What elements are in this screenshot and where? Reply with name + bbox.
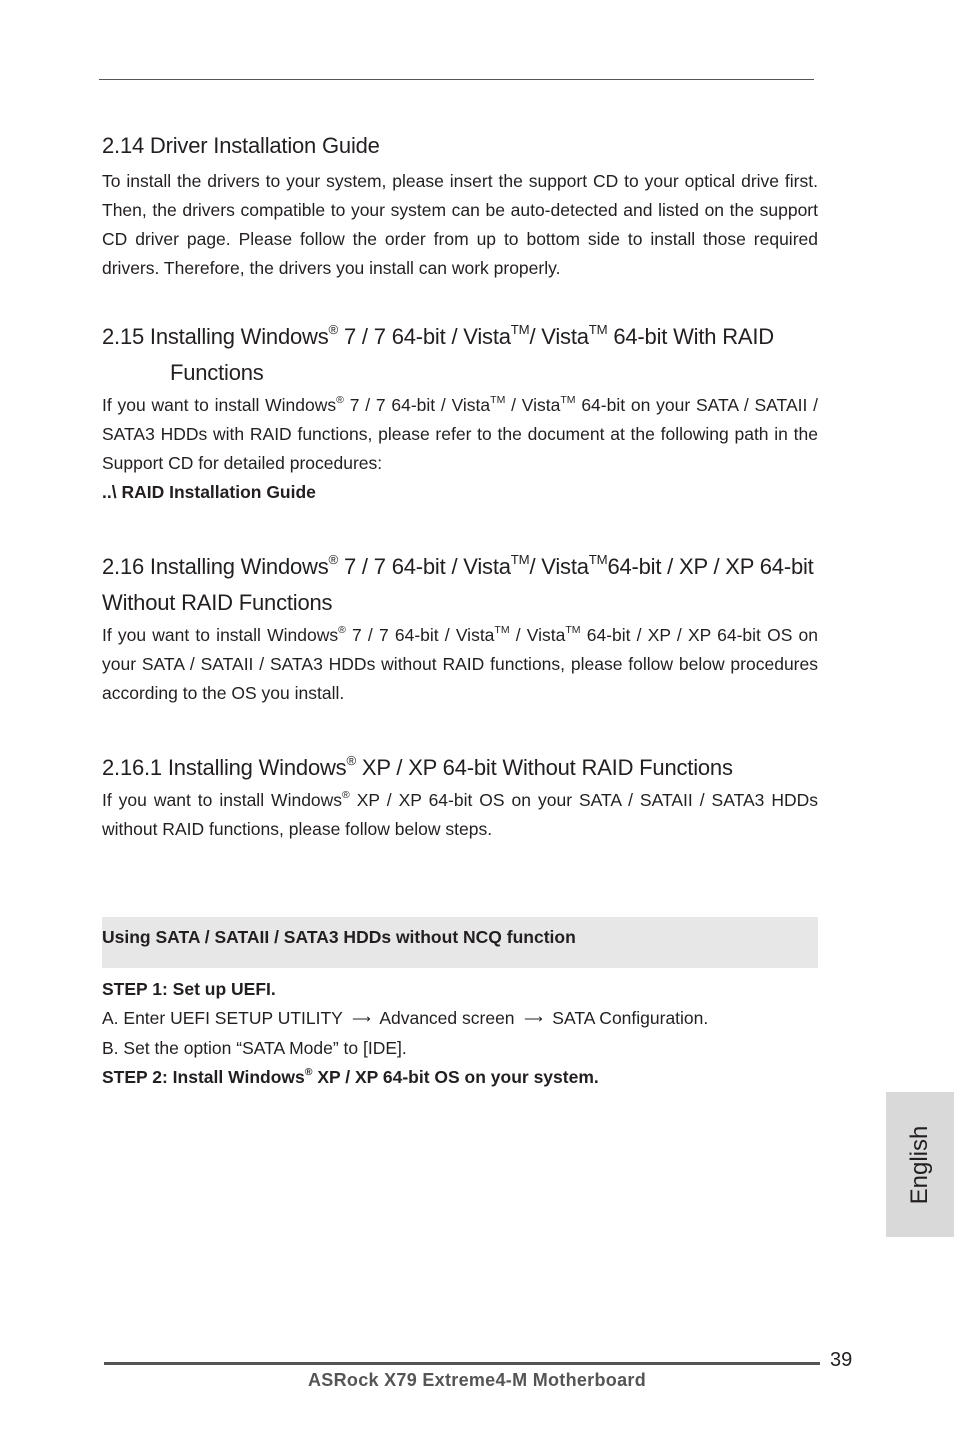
header-rule — [99, 79, 814, 80]
heading-2-15: 2.15 Installing Windows® 7 / 7 64-bit / Vista™/ Vista™ 64-bit With RAID — [102, 321, 774, 349]
footer-rule — [104, 1362, 820, 1365]
page-number: 39 — [830, 1349, 853, 1371]
step-2: STEP 2: Install Windows® XP / XP 64-bit OS on your system. — [102, 1065, 599, 1087]
step-1: STEP 1: Set up UEFI. — [102, 979, 276, 999]
arrow-right-icon: ⟶ — [524, 1011, 543, 1026]
step-1-b: B. Set the option “SATA Mode” to [IDE]. — [102, 1038, 407, 1058]
body-2-16-1: If you want to install Windows® XP / XP 64-bit OS on your SATA / SATAII / SATA3 HDDs without RAID functions, please follow below steps. — [102, 788, 818, 839]
heading-2-16: 2.16 Installing Windows® 7 / 7 64-bit / Vista™/ Vista™64-bit / XP / XP 64-bit Without RAID Functions — [102, 551, 814, 615]
body-2-16: If you want to install Windows® 7 / 7 64-bit / Vista™ / Vista™ 64-bit / XP / XP 64-bit OS on your SATA / SATAII / SATA3 HDDs without RAID functions, please follow below procedures according to the OS you install. — [102, 623, 818, 703]
language-tab — [886, 1092, 954, 1237]
body-2-14: To install the drivers to your system, please insert the support CD to your optical drive first. Then, the drivers compatible to your system can be auto-detected and listed on the support CD driver page. Please follow the order from up to bottom side to install those required drivers. Therefore, the drivers you install can work properly. — [102, 171, 818, 278]
language-tab-label: English — [906, 1125, 933, 1204]
raid-guide-path: ..\ RAID Installation Guide — [102, 482, 316, 502]
body-2-15: If you want to install Windows® 7 / 7 64-bit / Vista™ / Vista™ 64-bit on your SATA / SATAII / SATA3 HDDs with RAID functions, please refer to the document at the following path in the Support CD for detailed procedures: — [102, 393, 818, 473]
ncq-note-title: Using SATA / SATAII / SATA3 HDDs without NCQ function — [102, 927, 576, 947]
heading-2-15-cont: Functions — [170, 360, 264, 385]
heading-2-14: 2.14 Driver Installation Guide — [102, 133, 380, 158]
arrow-right-icon: ⟶ — [352, 1011, 371, 1026]
ncq-note-box — [102, 917, 818, 968]
footer-title: ASRock X79 Extreme4-M Motherboard — [308, 1370, 646, 1390]
page-content — [102, 128, 818, 1092]
heading-2-16-1: 2.16.1 Installing Windows® XP / XP 64-bit Without RAID Functions — [102, 752, 733, 780]
step-1-a: A. Enter UEFI SETUP UTILITY ⟶ Advanced screen ⟶ SATA Configuration. — [102, 1004, 818, 1034]
